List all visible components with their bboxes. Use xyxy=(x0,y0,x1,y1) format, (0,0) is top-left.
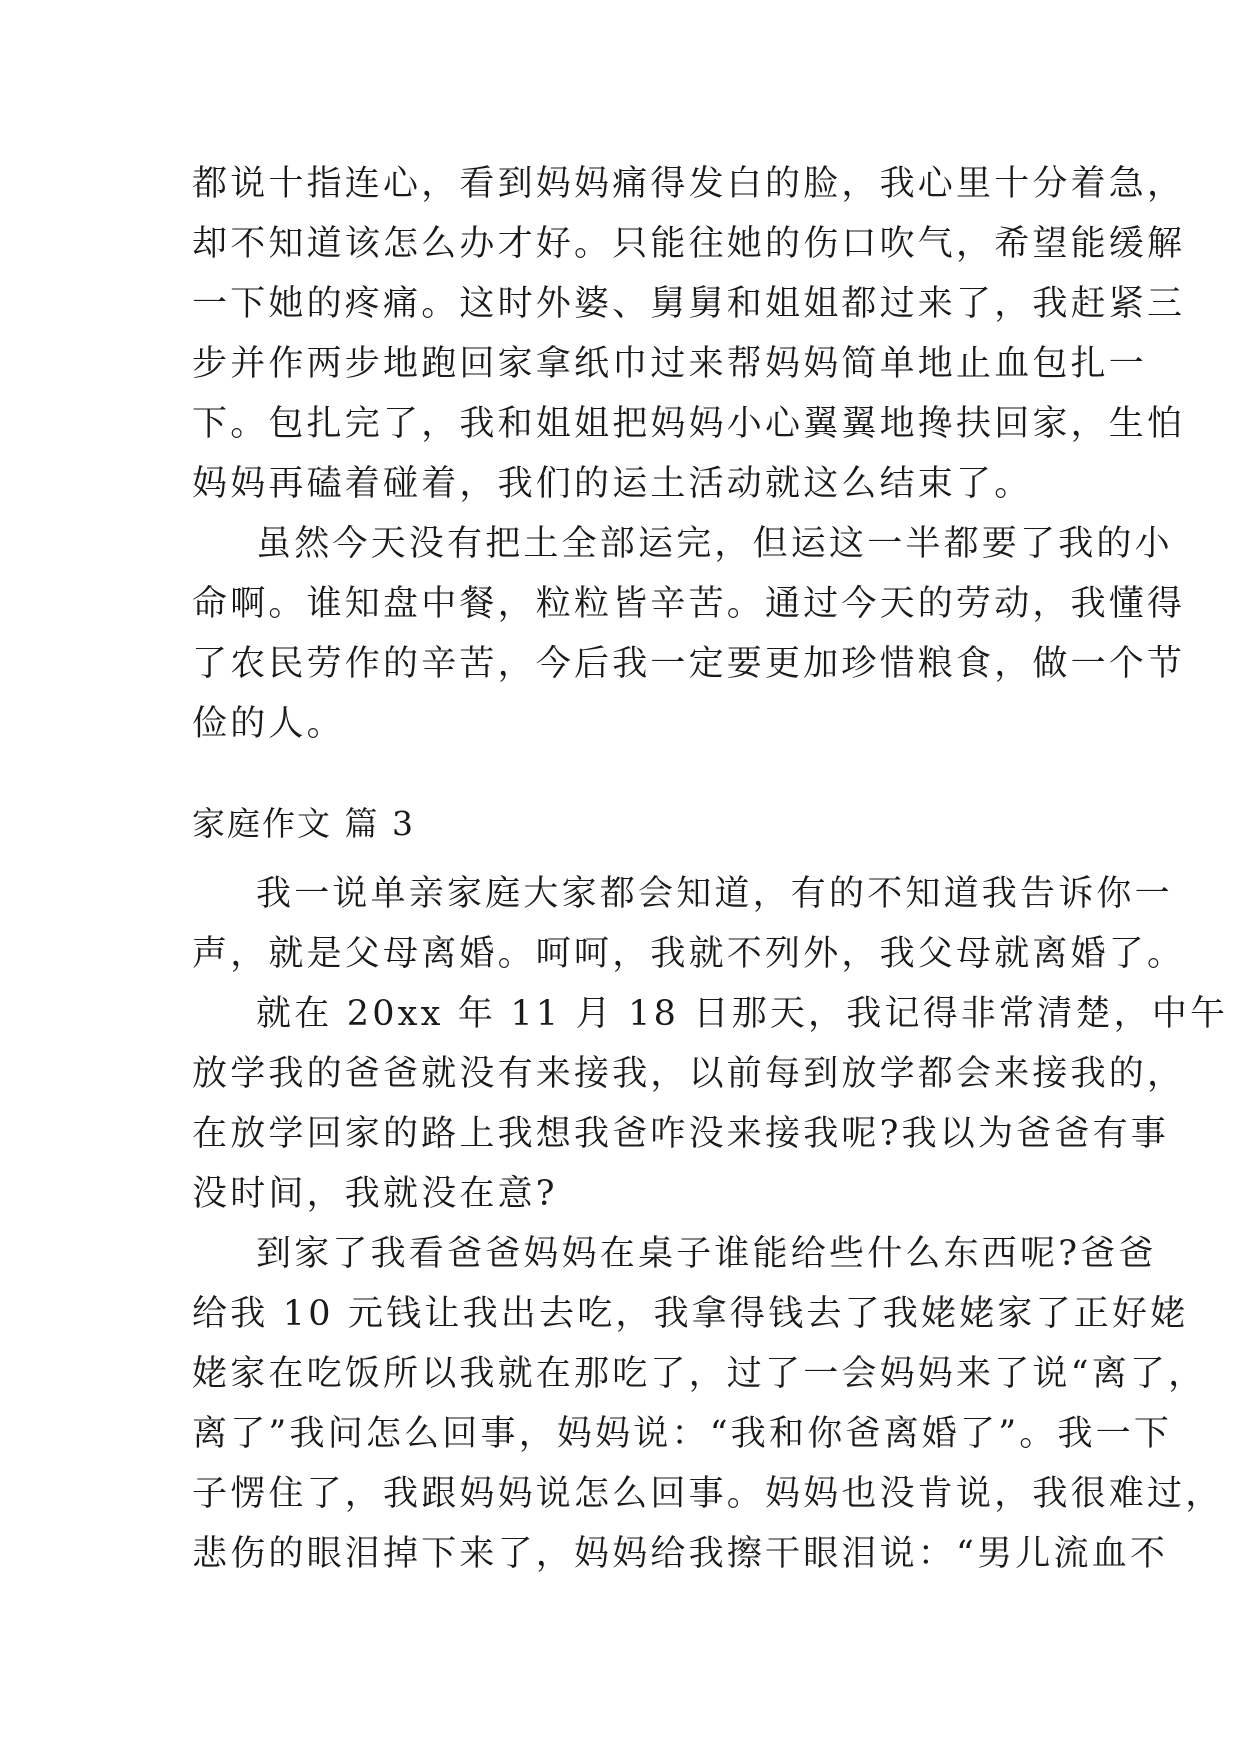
text-line: 虽然今天没有把土全部运完，但运这一半都要了我的小 xyxy=(256,524,1173,564)
text-line: 在放学回家的路上我想我爸咋没来接我呢?我以为爸爸有事 xyxy=(192,1114,1169,1154)
text-line: 都说十指连心，看到妈妈痛得发白的脸，我心里十分着急， xyxy=(192,164,1186,204)
text-line: 妈妈再磕着碰着，我们的运土活动就这么结束了。 xyxy=(192,464,1033,504)
paragraph-conclusion xyxy=(192,514,1186,754)
text-line: 给我 10 元钱让我出去吃，我拿得钱去了我姥姥家了正好姥 xyxy=(192,1294,1189,1334)
text-line: 声，就是父母离婚。呵呵，我就不列外，我父母就离婚了。 xyxy=(192,934,1186,974)
text-line: 离了”我问怎么回事，妈妈说：“我和你爸离婚了”。我一下 xyxy=(192,1414,1173,1454)
text-line: 了农民劳作的辛苦，今后我一定要更加珍惜粮食，做一个节 xyxy=(192,644,1186,684)
paragraph-injury xyxy=(192,154,1186,514)
text-line: 姥家在吃饭所以我就在那吃了，过了一会妈妈来了说“离了， xyxy=(192,1354,1207,1394)
text-line: 我一说单亲家庭大家都会知道，有的不知道我告诉你一 xyxy=(256,874,1173,914)
text-line: 却不知道该怎么办才好。只能往她的伤口吹气，希望能缓解 xyxy=(192,224,1186,264)
essay-3-body xyxy=(192,864,1229,1584)
text-line: 下。包扎完了，我和姐姐把妈妈小心翼翼地搀扶回家，生怕 xyxy=(192,404,1186,444)
text-line: 没时间，我就没在意? xyxy=(192,1174,558,1214)
section-heading: 家庭作文 篇 3 xyxy=(192,804,415,843)
text-line: 子愣住了，我跟妈妈说怎么回事。妈妈也没肯说，我很难过， xyxy=(192,1474,1224,1514)
text-line: 放学我的爸爸就没有来接我，以前每到放学都会来接我的， xyxy=(192,1054,1186,1094)
text-line: 悲伤的眼泪掉下来了，妈妈给我擦干眼泪说：“男儿流血不 xyxy=(192,1534,1169,1574)
text-line: 俭的人。 xyxy=(192,704,345,744)
text-line: 一下她的疼痛。这时外婆、舅舅和姐姐都过来了，我赶紧三 xyxy=(192,284,1186,324)
text-line: 步并作两步地跑回家拿纸巾过来帮妈妈简单地止血包扎一 xyxy=(192,344,1148,384)
text-line: 命啊。谁知盘中餐，粒粒皆辛苦。通过今天的劳动，我懂得 xyxy=(192,584,1186,624)
text-line: 到家了我看爸爸妈妈在桌子谁能给些什么东西呢?爸爸 xyxy=(256,1234,1157,1274)
text-line: 就在 20xx 年 11 月 18 日那天，我记得非常清楚，中午 xyxy=(256,994,1229,1034)
